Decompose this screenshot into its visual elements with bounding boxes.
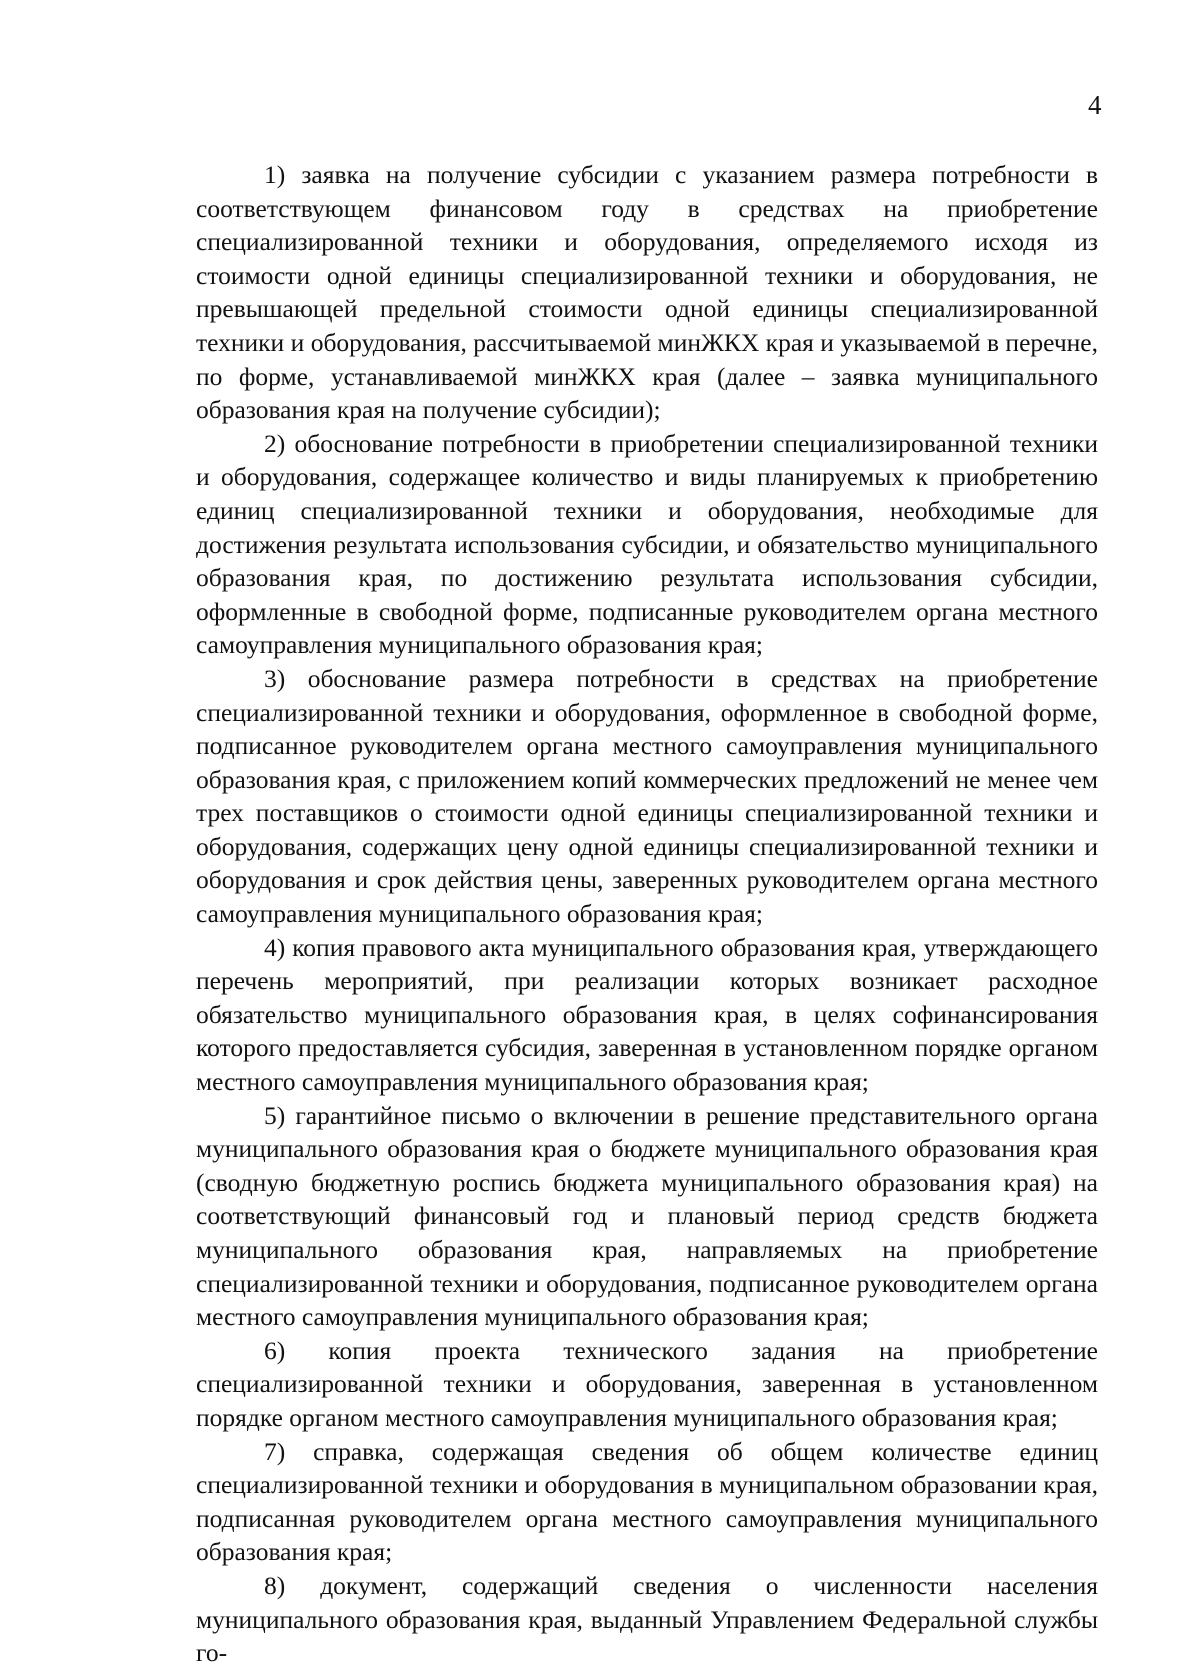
paragraph-item-3: 3) обоснование размера потребности в средствах на приобретение специализированной техники и оборудования, оформленное в свободной форме, подписанное руководителем органа местного самоуправления муниципального образования края, с приложением копий коммерческих предложений не менее чем трех поставщиков о стоимости одной единицы специализированной техники и оборудования, содержащих цену одной единицы специализированной техники и оборудования и срок действия цены, заверенных руководителем органа местного самоуправления муниципального образования края; [196, 663, 1098, 929]
paragraph-item-2: 2) обоснование потребности в приобретении специализированной техники и оборудования, содержащее количество и виды планируемых к приобретению единиц специализированной техники и оборудования, необходимые для достижения результата использования субсидии, и обязательство муниципального образования края, по достижению результата использования субсидии, оформленные в свободной форме, подписанные руководителем органа местного самоуправления муниципального образования края; [196, 428, 1098, 660]
paragraph-item-6: 6) копия проекта технического задания на приобретение специализированной техники и оборудования, заверенная в установленном порядке органом местного самоуправления муниципального образования края; [196, 1335, 1098, 1432]
paragraph-item-7: 7) справка, содержащая сведения об общем количестве единиц специализированной техники и оборудования в муниципальном образовании края, подписанная руководителем органа местного самоуправления муниципального образования края; [196, 1436, 1098, 1567]
paragraph-item-1: 1) заявка на получение субсидии с указанием размера потребности в соответствующем финансовом году в средствах на приобретение специализированной техники и оборудования, определяемого исходя из стоимости одной единицы специализированной техники и оборудования, не превышающей предельной стоимости одной единицы специализированной техники и оборудования, рассчитываемой минЖКХ края и указываемой в перечне, по форме, устанавливаемой минЖКХ края (далее – заявка муниципального образования края на получение субсидии); [196, 160, 1098, 425]
page-number: 4 [1088, 90, 1102, 120]
paragraph-item-8: 8) документ, содержащий сведения о численности населения муниципального образования края, выданный Управлением Федеральной службы го- [196, 1570, 1098, 1668]
paragraph-item-5: 5) гарантийное письмо о включении в решение представительного органа муниципального образования края о бюджете муниципального образования края (сводную бюджетную роспись бюджета муниципального образования края) на соответствующий финансовый год и плановый период средств бюджета муниципального образования края, направляемых на приобретение специализированной техники и оборудования, подписанное руководителем органа местного самоуправления муниципального образования края; [196, 1100, 1098, 1332]
document-body [196, 158, 1098, 1670]
paragraph-item-4: 4) копия правового акта муниципального образования края, утверждающего перечень мероприятий, при реализации которых возникает расходное обязательство муниципального образования края, в целях софинансирования которого предоставляется субсидия, заверенная в установленном порядке органом местного самоуправления муниципального образования края; [196, 932, 1098, 1097]
